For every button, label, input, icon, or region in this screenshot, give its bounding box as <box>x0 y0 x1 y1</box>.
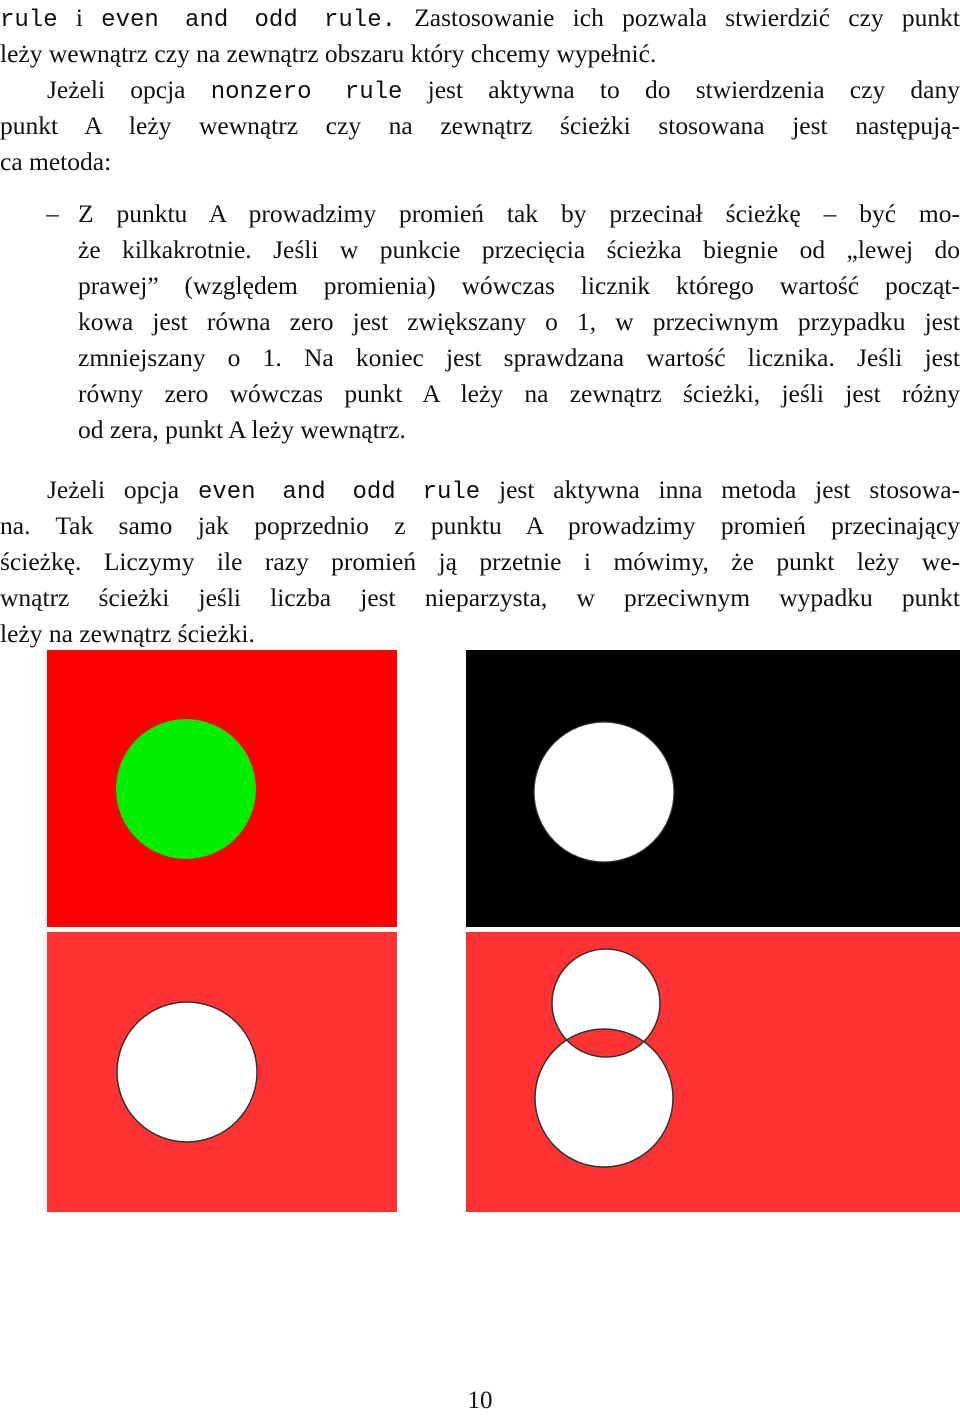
text-line: na. Tak samo jak poprzednio z punktu A prowadzimy promień przecinający <box>0 511 960 540</box>
text-line: leży na zewnątrz ścieżki. <box>0 619 255 648</box>
page-number: 10 <box>467 1387 493 1414</box>
panel-red-square-white-circle <box>47 932 397 1212</box>
text-line: że kilkakrotnie. Jeśli w punkcie przecięcia ścieżka biegnie od „lewej do <box>78 235 960 264</box>
text-line <box>47 72 960 111</box>
text-line <box>0 0 960 39</box>
text-line <box>47 472 960 511</box>
panel-red-square-green-circle <box>47 650 397 927</box>
text-line: leży wewnątrz czy na zewnątrz obszaru który chcemy wypełnić. <box>0 39 657 68</box>
text-span: jest aktywna to do stwierdzenia czy dany <box>427 75 960 104</box>
code-span: rule <box>0 7 58 34</box>
text-span: jest aktywna inna metoda jest stosowa- <box>499 475 960 504</box>
text-span: Zastosowanie ich pozwala stwierdzić czy punkt <box>414 3 960 32</box>
text-span: Jeżeli opcja <box>47 475 180 504</box>
text-line: wnątrz ścieżki jeśli liczba jest nieparzysta, w przeciwnym wypadku punkt <box>0 583 960 612</box>
text-line: ca metoda: <box>0 147 112 176</box>
text-span: Jeżeli opcja <box>47 75 186 104</box>
panel-red-square-two-overlapping-circles <box>466 932 960 1212</box>
text-line: Z punktu A prowadzimy promień tak by przecinał ścieżkę – być mo- <box>78 199 960 228</box>
text-line: punkt A leży wewnątrz czy na zewnątrz ścieżki stosowana jest następują- <box>0 111 960 140</box>
code-span: even and odd rule. <box>101 7 396 34</box>
code-span: even and odd rule <box>197 479 481 506</box>
white-circle <box>117 1002 257 1142</box>
list-dash: – <box>46 199 59 228</box>
text-line: zmniejszany o 1. Na koniec jest sprawdzana wartość licznika. Jeśli jest <box>78 343 960 372</box>
text-line: równy zero wówczas punkt A leży na zewnątrz ścieżki, jeśli jest różny <box>78 379 960 408</box>
text-line: ścieżkę. Liczymy ile razy promień ją przetnie i mówimy, że punkt leży we- <box>0 547 960 576</box>
text-line: od zera, punkt A leży wewnątrz. <box>78 415 406 444</box>
text-span: i <box>75 3 83 32</box>
fill-rule-figure <box>0 640 960 1220</box>
green-circle <box>116 719 256 859</box>
text-line: prawej” (względem promienia) wówczas licznik którego wartość począt- <box>78 271 960 300</box>
white-circle <box>534 722 674 862</box>
panel-black-square-white-circle <box>466 650 960 927</box>
text-line: kowa jest równa zero jest zwiększany o 1, w przeciwnym przypadku jest <box>78 307 960 336</box>
code-span: nonzero rule <box>210 79 403 106</box>
